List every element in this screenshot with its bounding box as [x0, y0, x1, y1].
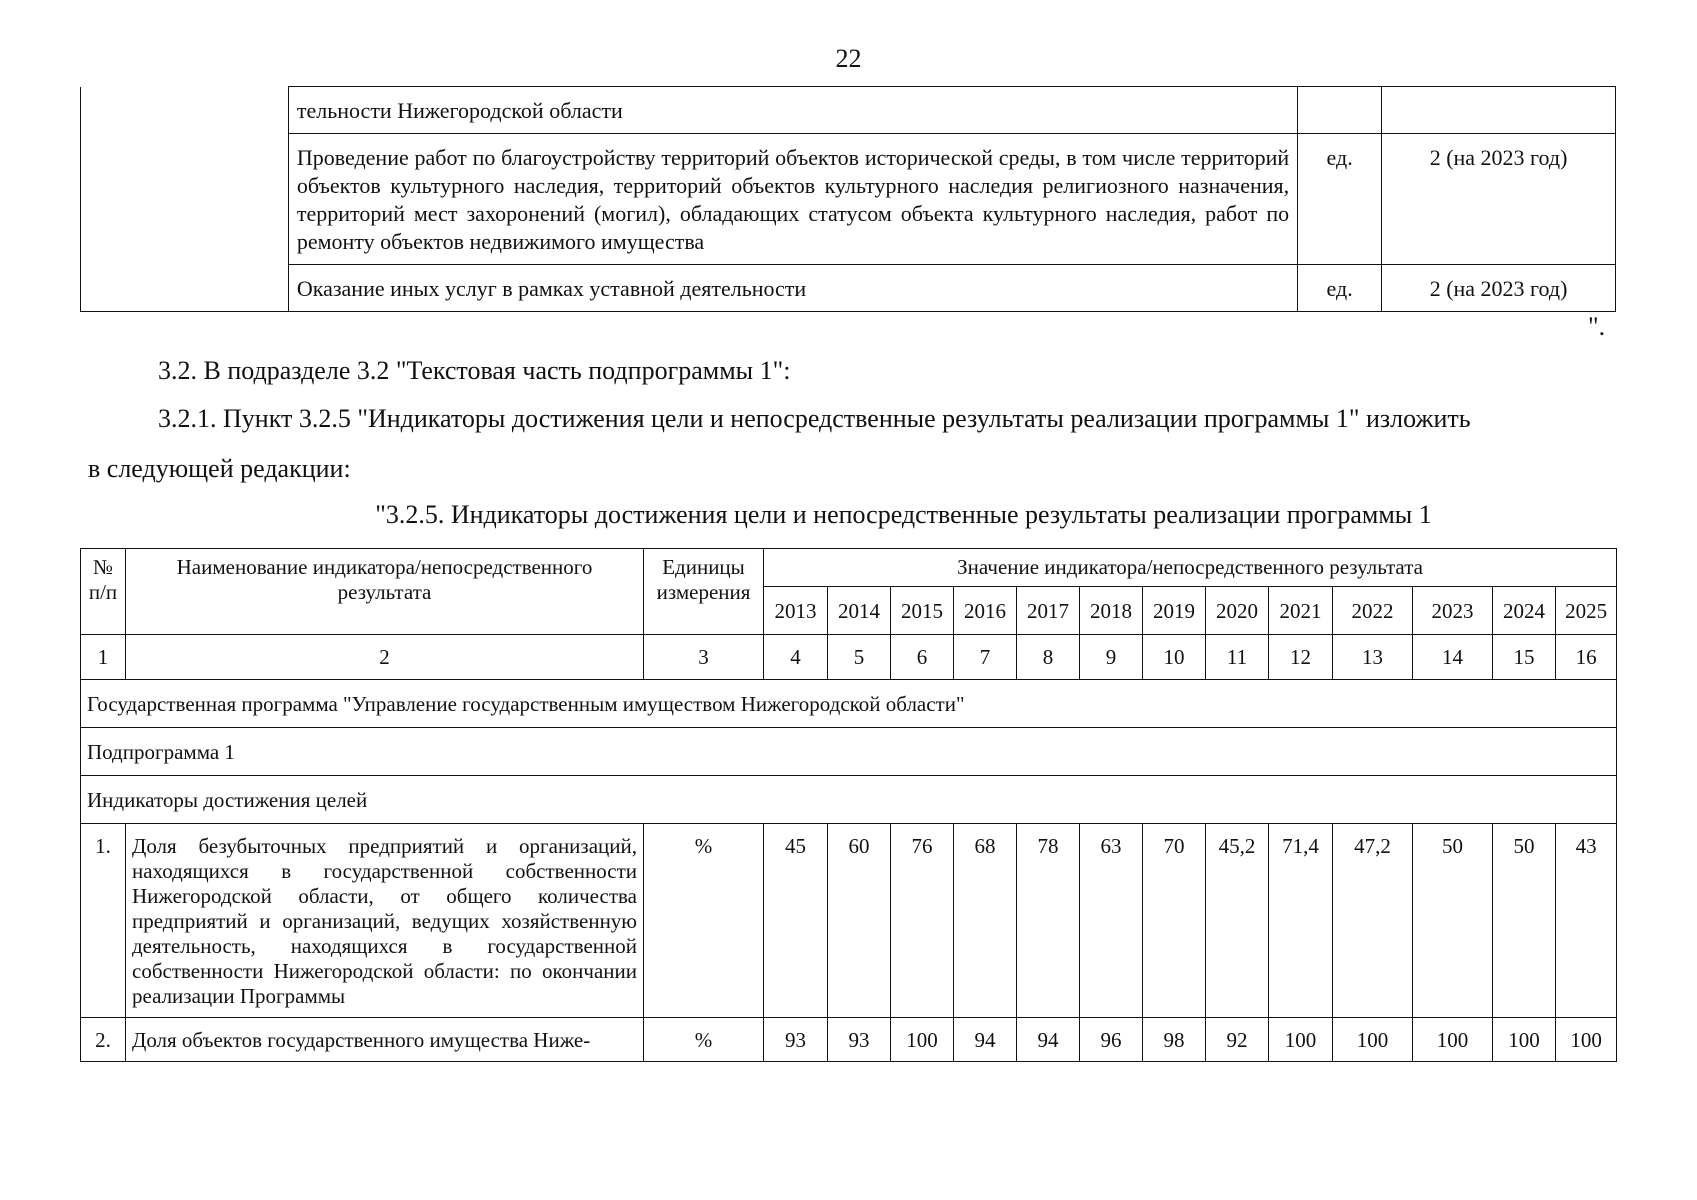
column-number: 9	[1080, 635, 1143, 680]
column-number: 5	[828, 635, 891, 680]
indicator-value: 100	[1413, 1018, 1493, 1062]
indicator-row	[81, 1018, 1617, 1062]
indicators-heading: Индикаторы достижения целей	[81, 776, 1617, 824]
column-number-row	[81, 635, 1617, 680]
empty-cell	[81, 87, 289, 312]
row-value: 2 (на 2023 год)	[1382, 134, 1616, 265]
program-row	[81, 680, 1617, 728]
header-name: Наименование индикатора/непосредственного результата	[126, 549, 644, 635]
subprogram-title: Подпрограмма 1	[81, 728, 1617, 776]
column-number: 14	[1413, 635, 1493, 680]
indicator-value: 100	[1556, 1018, 1617, 1062]
indicator-value: 94	[954, 1018, 1017, 1062]
indicator-value: 93	[764, 1018, 828, 1062]
header-num: № п/п	[81, 549, 126, 635]
paragraph-section: 3.2. В подразделе 3.2 "Текстовая часть подпрограммы 1":	[158, 356, 791, 385]
year-cell: 2020	[1206, 587, 1269, 635]
indicator-value: 71,4	[1269, 824, 1333, 1018]
continuation-row	[81, 87, 1616, 134]
subprogram-row	[81, 728, 1617, 776]
indicator-value: 70	[1143, 824, 1206, 1018]
indicators-table	[80, 548, 1617, 1062]
continuation-row	[81, 265, 1616, 312]
indicator-value: 47,2	[1333, 824, 1413, 1018]
paragraph-continuation: в следующей редакции:	[88, 454, 351, 483]
indicator-value: 100	[1493, 1018, 1556, 1062]
column-number: 11	[1206, 635, 1269, 680]
continuation-row	[81, 134, 1616, 265]
row-description: тельности Нижегородской области	[288, 87, 1297, 134]
indicator-row	[81, 824, 1617, 1018]
year-cell: 2024	[1493, 587, 1556, 635]
column-number: 3	[644, 635, 764, 680]
year-cell: 2018	[1080, 587, 1143, 635]
indicator-value: 98	[1143, 1018, 1206, 1062]
row-description: Оказание иных услуг в рамках уставной деятельности	[288, 265, 1297, 312]
row-description: Проведение работ по благоустройству территорий объектов исторической среды, в том числе территорий объектов культурного наследия, территорий объектов культурного наследия религиозного назначения, территорий мест захоронений (могил), обладающих статусом объекта культурного наследия, работ по ремонту объектов недвижимого имущества	[288, 134, 1297, 265]
column-number: 12	[1269, 635, 1333, 680]
column-number: 2	[126, 635, 644, 680]
header-unit: Единицы измерения	[644, 549, 764, 635]
indicator-number: 1.	[81, 824, 126, 1018]
indicator-value: 78	[1017, 824, 1080, 1018]
column-number: 10	[1143, 635, 1206, 680]
column-number: 8	[1017, 635, 1080, 680]
table-title: "3.2.5. Индикаторы достижения цели и непосредственные результаты реализации программы 1	[375, 500, 1432, 529]
indicator-value: 60	[828, 824, 891, 1018]
indicator-name: Доля безубыточных предприятий и организаций, находящихся в государственной собственности Нижегородской области, от общего количества предприятий и организаций, ведущих хозяйственную деятельность, находящихся в государственной собственности Нижегородской области: по окончании реализации Программы	[126, 824, 644, 1018]
indicator-value: 96	[1080, 1018, 1143, 1062]
row-value	[1382, 87, 1616, 134]
year-cell: 2015	[891, 587, 954, 635]
year-cell: 2025	[1556, 587, 1617, 635]
indicator-number: 2.	[81, 1018, 126, 1062]
indicator-value: 50	[1493, 824, 1556, 1018]
indicator-value: 50	[1413, 824, 1493, 1018]
header-row	[81, 549, 1617, 587]
indicator-value: 45,2	[1206, 824, 1269, 1018]
continuation-table	[80, 86, 1616, 312]
row-value: 2 (на 2023 год)	[1382, 265, 1616, 312]
year-cell: 2019	[1143, 587, 1206, 635]
header-values: Значение индикатора/непосредственного результата	[764, 549, 1617, 587]
column-number: 16	[1556, 635, 1617, 680]
page-number: 22	[835, 44, 862, 73]
column-number: 6	[891, 635, 954, 680]
year-cell: 2013	[764, 587, 828, 635]
indicator-value: 94	[1017, 1018, 1080, 1062]
column-number: 1	[81, 635, 126, 680]
indicator-value: 63	[1080, 824, 1143, 1018]
indicator-name: Доля объектов государственного имущества Ниже-	[126, 1018, 644, 1062]
indicator-value: 43	[1556, 824, 1617, 1018]
program-title: Государственная программа "Управление государственным имуществом Нижегородской области"	[81, 680, 1617, 728]
column-number: 4	[764, 635, 828, 680]
row-unit: ед.	[1298, 134, 1382, 265]
indicator-value: 100	[891, 1018, 954, 1062]
row-unit: ед.	[1298, 265, 1382, 312]
row-unit	[1298, 87, 1382, 134]
indicator-value: 45	[764, 824, 828, 1018]
indicator-value: 100	[1333, 1018, 1413, 1062]
column-number: 15	[1493, 635, 1556, 680]
column-number: 13	[1333, 635, 1413, 680]
year-cell: 2023	[1413, 587, 1493, 635]
year-cell: 2017	[1017, 587, 1080, 635]
year-cell: 2014	[828, 587, 891, 635]
year-cell: 2022	[1333, 587, 1413, 635]
year-cell: 2016	[954, 587, 1017, 635]
indicator-unit: %	[644, 824, 764, 1018]
indicator-value: 76	[891, 824, 954, 1018]
indicator-value: 92	[1206, 1018, 1269, 1062]
closing-quote: ".	[1588, 312, 1606, 341]
indicator-value: 93	[828, 1018, 891, 1062]
indicator-value: 100	[1269, 1018, 1333, 1062]
year-cell: 2021	[1269, 587, 1333, 635]
paragraph-item: 3.2.1. Пункт 3.2.5 "Индикаторы достижения цели и непосредственные результаты реализации программы 1" изложить	[158, 404, 1471, 433]
indicators-heading-row	[81, 776, 1617, 824]
indicator-value: 68	[954, 824, 1017, 1018]
column-number: 7	[954, 635, 1017, 680]
indicator-unit: %	[644, 1018, 764, 1062]
